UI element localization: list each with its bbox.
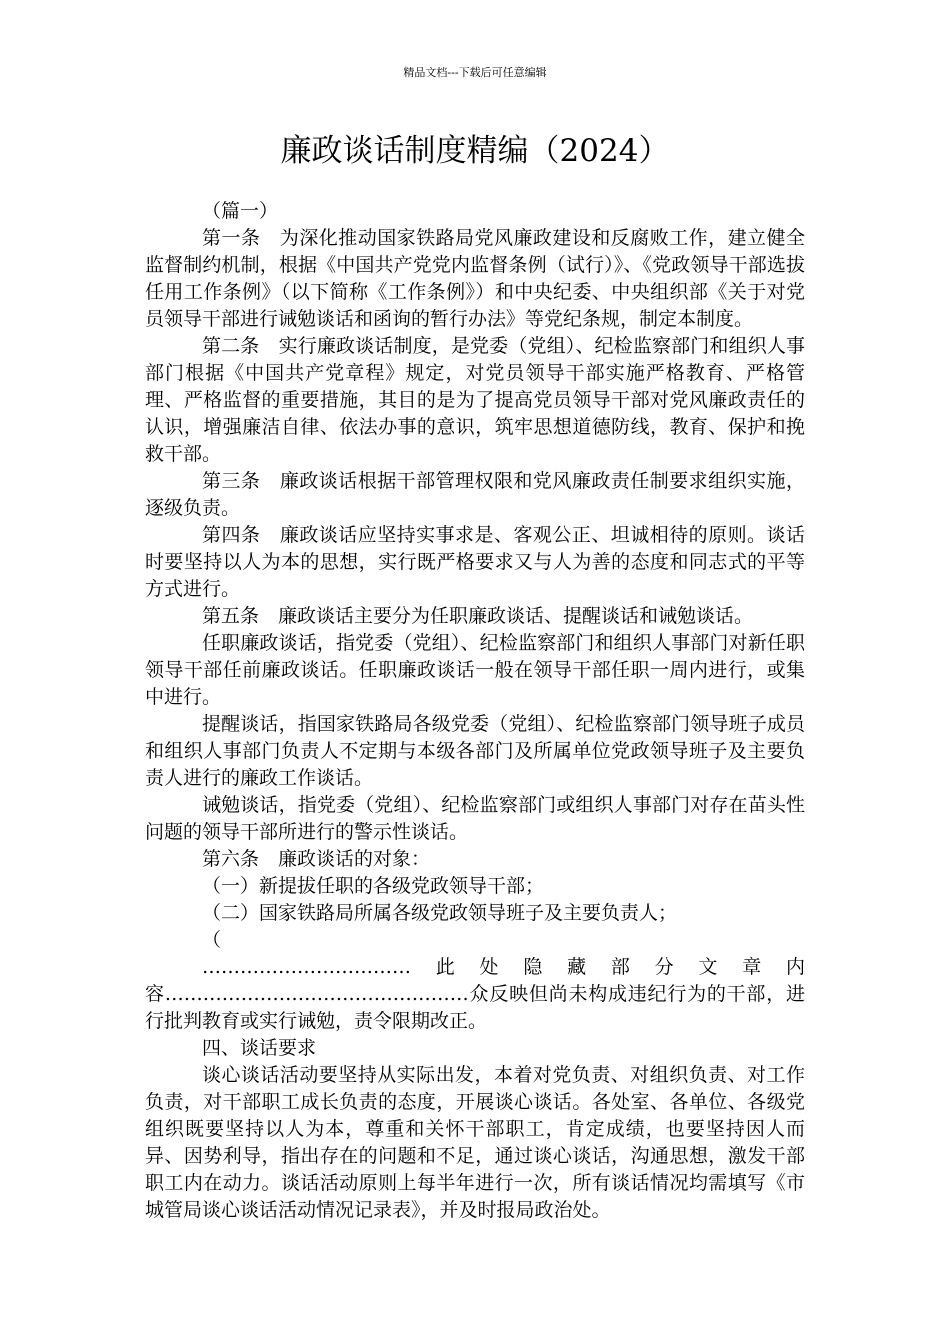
section-heading-talk-requirements: 四、谈话要求 [202,1037,317,1059]
list-item-2: （二）国家铁路局所属各级党政领导班子及主要负责人； [202,902,678,924]
admonition-talk-paragraph: 诫勉谈话，指党委（党组）、纪检监察部门或组织人事部门对存在苗头性问题的领导干部所进行的警示性谈话。 [145,794,805,843]
article-2-paragraph: 第二条 实行廉政谈话制度，是党委（党组）、纪检监察部门和组织人事部门根据《中国共产党章程》规定，对党员领导干部实施严格教育、严格管理、严格监督的重要措施，其目的是为了提高党员领导干部对党风廉政责任的认识，增强廉洁自律、依法办事的意识，筑牢思想道德防线，教育、保护和挽救干部。 [145,335,805,465]
appointment-talk-paragraph: 任职廉政谈话，指党委（党组）、纪检监察部门和组织人事部门对新任职领导干部任前廉政谈话。任职廉政谈话一般在领导干部任职一周内进行，或集中进行。 [145,632,805,708]
document-title: 廉政谈话制度精编（2024） [280,133,670,169]
article-4-paragraph: 第四条 廉政谈话应坚持实事求是、客观公正、坦诚相待的原则。谈话时要坚持以人为本的思想，实行既严格要求又与人为善的态度和同志式的平等方式进行。 [145,524,805,600]
talk-requirements-paragraph: 谈心谈话活动要坚持从实际出发，本着对党负责、对组织负责、对工作负责，对干部职工成长负责的态度，开展谈心谈话。各处室、各单位、各级党组织既要坚持以人为本，尊重和关怀干部职工，肯定成绩，也要坚持因人而异、因势利导，指出存在的问题和不足，通过谈心谈话，沟通思想，激发干部职工内在动力。谈话活动原则上每半年进行一次，所有谈话情况均需填写《市城管局谈心谈话活动情况记录表》，并及时报局政治处。 [145,1064,805,1221]
section-heading-part-one: （篇一） [202,200,279,222]
hidden-content-paragraph: ……………………………此处隐藏部分文章内容…………………………………………众反映但尚未构成违纪行为的干部，进行批判教育或实行诫勉，责令限期改正。 [145,956,805,1032]
article-3-paragraph: 第三条 廉政谈话根据干部管理权限和党风廉政责任制要求组织实施，逐级负责。 [145,470,805,519]
article-6-paragraph: 第六条 廉政谈话的对象： [202,848,431,870]
reminder-talk-paragraph: 提醒谈话，指国家铁路局各级党委（党组）、纪检监察部门领导班子成员和组织人事部门负责人不定期与本级各部门及所属单位党政领导班子及主要负责人进行的廉政工作谈话。 [145,713,805,789]
article-5-paragraph: 第五条 廉政谈话主要分为任职廉政谈话、提醒谈话和诫勉谈话。 [202,605,754,627]
article-1-paragraph: 第一条 为深化推动国家铁路局党风廉政建设和反腐败工作，建立健全监督制约机制，根据《中国共产党党内监督条例（试行）》、《党政领导干部选拔任用工作条例》（以下简称《工作条例》）和中央纪委、中央组织部《关于对党员领导干部进行诫勉谈话和函询的暂行办法》等党纪条规，制定本制度。 [145,227,805,330]
list-item-1: （一）新提拔任职的各级党政领导干部； [202,875,545,897]
document-body [145,198,805,1224]
list-item-3-fragment: （ [202,929,222,951]
header-note: 精品文档---下载后可任意编辑 [403,66,547,79]
